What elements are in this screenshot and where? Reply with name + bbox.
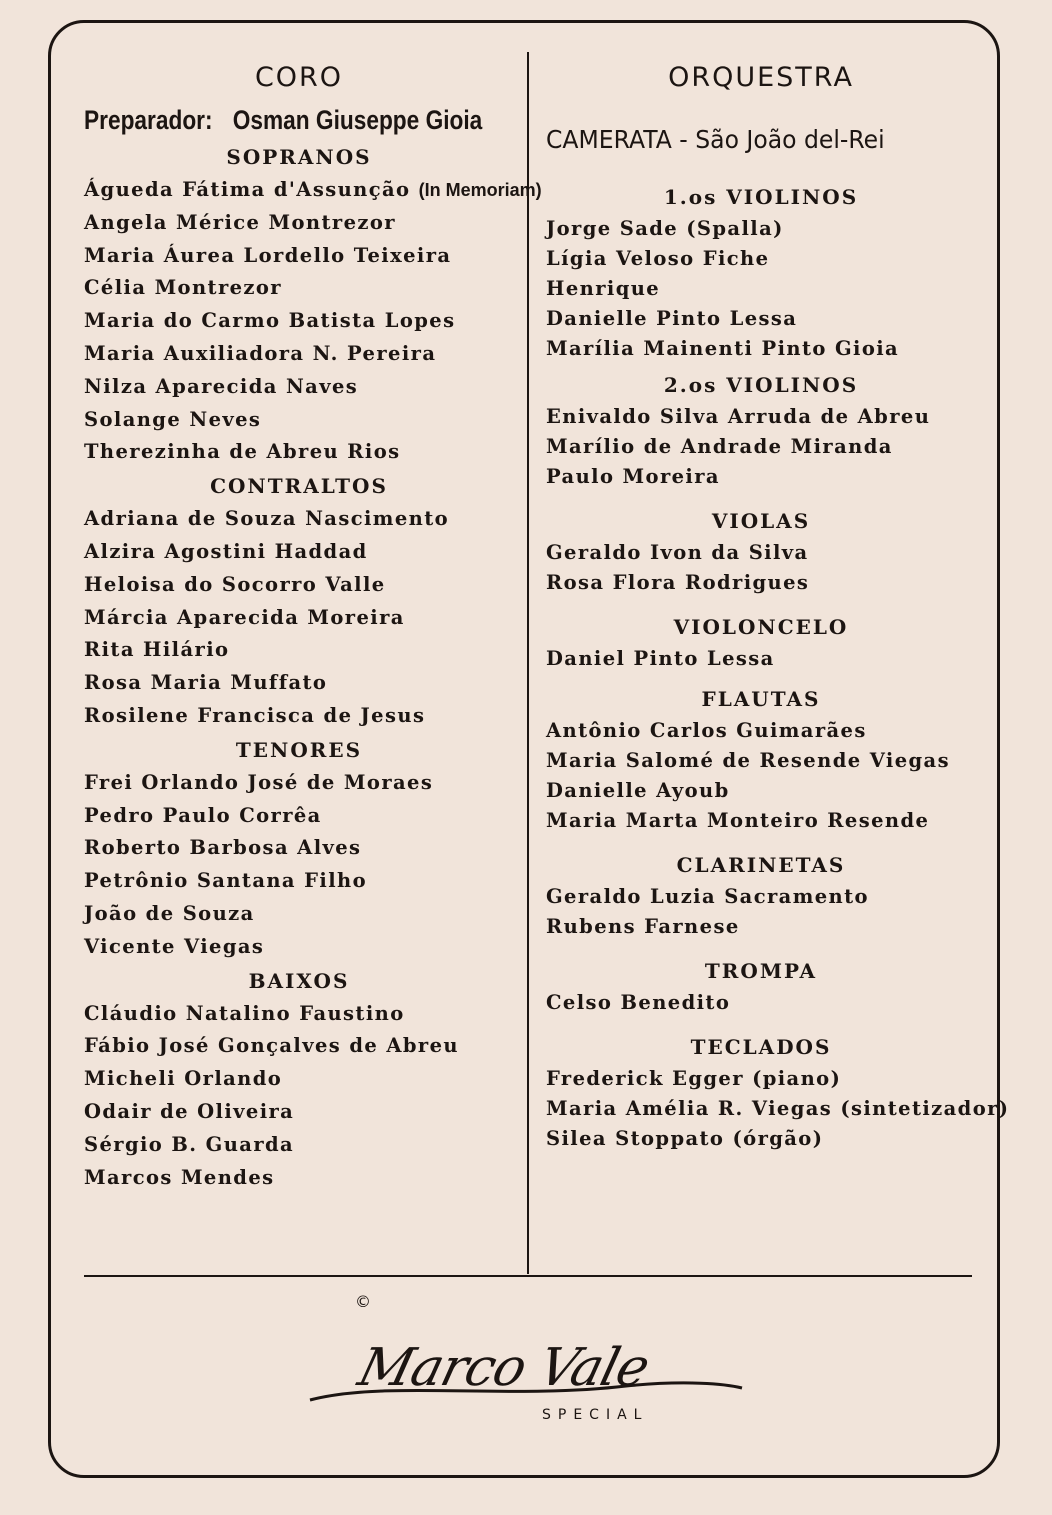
ensemble-label: CAMERATA [546, 125, 672, 154]
member-name: Marcos Mendes [84, 1165, 275, 1189]
member-name: Geraldo Ivon da Silva [546, 541, 809, 564]
member-name: Marílio de Andrade Miranda [546, 435, 893, 458]
section-title: BAIXOS [248, 968, 350, 993]
member-name: Danielle Pinto Lessa [546, 307, 798, 330]
member-name: Henrique [546, 277, 661, 300]
member-name: Jorge Sade (Spalla) [546, 217, 784, 240]
member-name: Vicente Viegas [84, 934, 265, 958]
member-name: Maria Marta Monteiro Resende [546, 809, 930, 832]
ensemble-place: - São João del-Rei [671, 125, 885, 154]
member-name: Lígia Veloso Fiche [546, 247, 770, 270]
member-name: Adriana de Souza Nascimento [84, 507, 450, 531]
member-name: João de Souza [84, 901, 255, 925]
member-name: Márcia Aparecida Moreira [84, 605, 405, 629]
preparer-label: Preparador: [84, 105, 213, 135]
member-name: Marília Mainenti Pinto Gioia [546, 337, 900, 360]
member-name: Maria Amélia R. Viegas (sintetizador) [546, 1097, 1010, 1120]
member-name: Petrônio Santana Filho [84, 869, 367, 893]
section-title: TROMPA [704, 959, 818, 983]
member-name: Silea Stoppato (órgão) [546, 1127, 824, 1150]
orquestra-title: ORQUESTRA [668, 62, 854, 93]
section-title: 1.os VIOLINOS [663, 185, 859, 209]
member-name: Nilza Aparecida Naves [84, 374, 359, 398]
member-name: Odair de Oliveira [84, 1099, 295, 1123]
section-title: FLAUTAS [701, 687, 821, 711]
brand-signature: Marco Vale [352, 1338, 655, 1398]
member-name: Geraldo Luzia Sacramento [546, 885, 869, 908]
section-title: VIOLONCELO [673, 615, 849, 639]
member-name: Maria Auxiliadora N. Pereira [84, 341, 437, 365]
coro-title: CORO [254, 62, 344, 93]
member-name: Enivaldo Silva Arruda de Abreu [546, 405, 931, 428]
column-divider [527, 52, 529, 1274]
member-name: Cláudio Natalino Faustino [84, 1001, 405, 1025]
footer [0, 1290, 1052, 1450]
member-name: Solange Neves [84, 407, 262, 431]
member-name: Paulo Moreira [546, 465, 720, 488]
member-name: Micheli Orlando [84, 1067, 283, 1091]
section-title: TENORES [235, 737, 363, 762]
coro-preparer [84, 100, 483, 140]
member-name: Célia Montrezor [84, 276, 282, 300]
member-name: Rita Hilário [84, 638, 230, 662]
section-title: SOPRANOS [226, 145, 372, 169]
in-memoriam-note: (In Memoriam) [418, 180, 542, 200]
member-name: Alzira Agostini Haddad [84, 539, 368, 563]
section-title: 2.os VIOLINOS [663, 373, 859, 397]
copyright-symbol: © [355, 1292, 371, 1311]
footer-divider [84, 1275, 972, 1277]
member-name: Maria Áurea Lordello Teixeira [84, 243, 452, 267]
brand-sub: SPECIAL [542, 1407, 649, 1423]
preparer-name: Osman Giuseppe Gioia [232, 105, 483, 135]
member-name: Rosa Maria Muffato [84, 671, 328, 695]
member-name: Roberto Barbosa Alves [84, 836, 362, 860]
member-name: Sérgio B. Guarda [84, 1132, 295, 1156]
section-title: TECLADOS [690, 1035, 832, 1059]
section-title: CLARINETAS [676, 853, 846, 877]
section-title: CONTRALTOS [210, 474, 388, 499]
member-name: Rosilene Francisca de Jesus [84, 703, 426, 727]
orquestra-column [546, 58, 1010, 1154]
member-name: Danielle Ayoub [546, 779, 730, 802]
member-name: Pedro Paulo Corrêa [84, 803, 322, 827]
member-name: Celso Benedito [546, 991, 731, 1014]
member-name: Fábio José Gonçalves de Abreu [84, 1034, 459, 1058]
member-name: Daniel Pinto Lessa [546, 647, 775, 670]
section-title: VIOLAS [711, 509, 811, 533]
ensemble-name [546, 120, 950, 160]
coro-column [84, 58, 542, 1194]
member-name: Therezinha de Abreu Rios [84, 440, 401, 464]
member-name: Maria Salomé de Resende Viegas [546, 749, 950, 772]
member-name: Antônio Carlos Guimarães [546, 719, 867, 742]
member-name: Heloisa do Socorro Valle [84, 572, 386, 596]
member-name: Águeda Fátima d'Assunção (In Memoriam) [84, 178, 542, 201]
member-name: Frederick Egger (piano) [546, 1067, 842, 1090]
member-name: Maria do Carmo Batista Lopes [84, 309, 456, 333]
member-name: Rubens Farnese [546, 915, 740, 938]
member-name: Frei Orlando José de Moraes [84, 770, 434, 794]
member-name: Rosa Flora Rodrigues [546, 571, 810, 594]
member-name: Angela Mérice Montrezor [84, 210, 396, 234]
